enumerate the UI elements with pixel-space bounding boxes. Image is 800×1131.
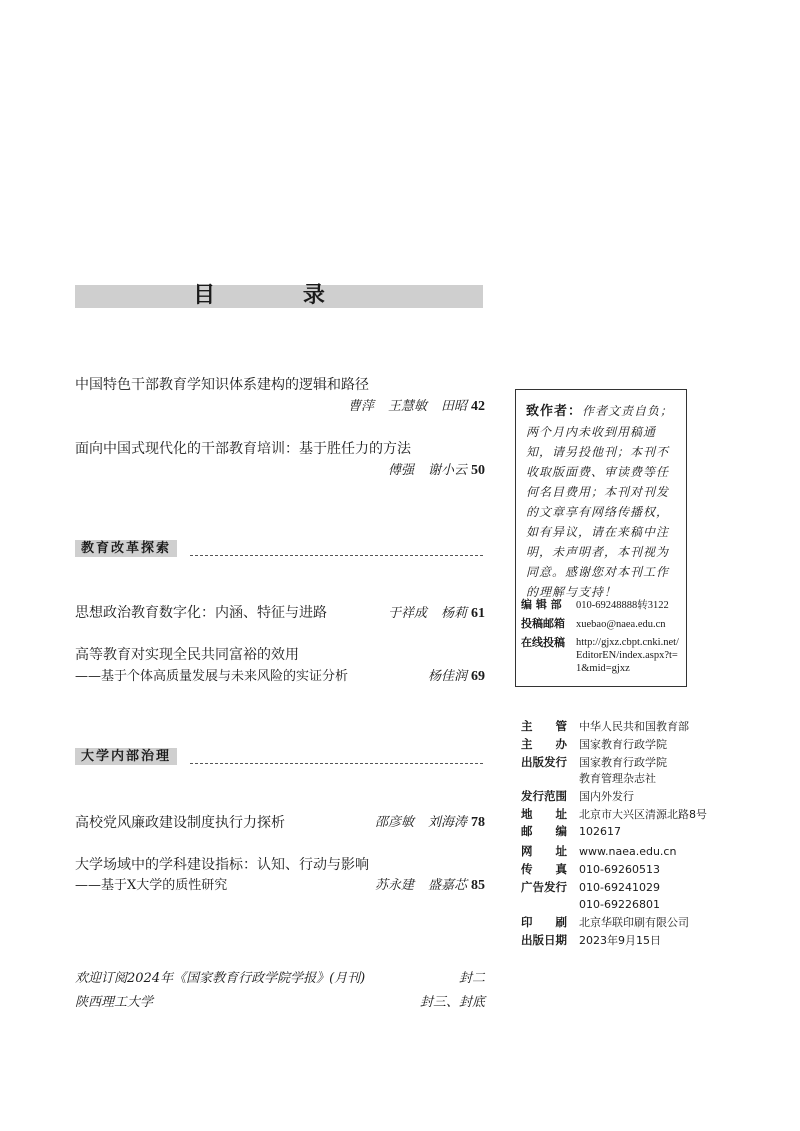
notice-heading: 致作者： [526, 404, 583, 419]
info-key: 网 址 [521, 844, 567, 858]
info-row [521, 736, 667, 753]
section-divider [190, 763, 483, 764]
notice-row-online [521, 636, 679, 675]
article-subtitle: ——基于个体高质量发展与未来风险的实证分析 [75, 669, 349, 684]
article-title[interactable]: 高等教育对实现全民共同富裕的效用 [75, 647, 299, 663]
page-number[interactable]: 78 [471, 815, 485, 830]
author: 刘海涛 [427, 815, 467, 830]
info-key: 印 刷 [521, 915, 567, 929]
info-value: 中华人民共和国教育部 [579, 720, 689, 733]
notice-key: 在线投稿 [521, 636, 565, 649]
notice-body: 作者文责自负；两个月内未收到用稿通知，请另投他刊；本刊不收取版面费、审读费等任何名目费用；本刊对刊发的文章享有网络传播权，如有异议，请在来稿中注明，未声明者，本刊视为同意。感谢您对本刊工作的理解与支持！ [526, 404, 674, 599]
info-value: 010-69226801 [579, 898, 660, 911]
info-row [521, 914, 689, 931]
info-value: 北京市大兴区清源北路8号 [579, 808, 707, 821]
author: 杨莉 [440, 606, 467, 621]
author: 盛嘉芯 [427, 878, 467, 893]
article-title[interactable]: 面向中国式现代化的干部教育培训：基于胜任力的方法 [75, 441, 411, 457]
info-value: 国家教育行政学院 [579, 738, 667, 751]
author: 曹萍 [347, 399, 374, 414]
author: 王慧敏 [387, 399, 427, 414]
bottom-line-page: 封二 [458, 971, 485, 986]
page-number[interactable]: 69 [471, 669, 485, 684]
info-value: 国内外发行 [579, 790, 634, 803]
website-link[interactable]: www.naea.edu.cn [579, 845, 677, 858]
info-row [521, 754, 667, 771]
info-key: 传 真 [521, 862, 567, 876]
article-authors [361, 877, 485, 895]
author: 谢小云 [427, 463, 467, 478]
bottom-line-text: 欢迎订阅2024年《国家教育行政学院学报》(月刊) [75, 971, 366, 986]
author: 邵彦敏 [374, 815, 414, 830]
info-row [521, 788, 634, 805]
bottom-line-text: 陕西理工大学 [75, 995, 154, 1010]
author: 傅强 [387, 463, 414, 478]
info-row [521, 823, 621, 840]
info-row [521, 770, 656, 787]
notice-row-editorial [521, 598, 669, 613]
info-value: 2023年9月15日 [579, 934, 661, 947]
section-header: 教育改革探索 [75, 540, 177, 557]
info-key: 主 办 [521, 737, 567, 751]
page-number[interactable]: 42 [471, 399, 485, 414]
section-divider [190, 555, 483, 556]
bottom-line-page: 封三、封底 [419, 995, 485, 1010]
article-title[interactable]: 高校党风廉政建设制度执行力探析 [75, 815, 285, 831]
info-key: 发行范围 [521, 789, 567, 803]
bottom-line [75, 970, 485, 988]
notice-row-email [521, 617, 666, 632]
bottom-line [75, 994, 485, 1012]
info-key: 出版发行 [521, 755, 567, 769]
notice-key: 投稿邮箱 [521, 617, 565, 630]
article-authors [374, 605, 485, 623]
info-key: 广告发行 [521, 880, 567, 894]
notice-key: 编 辑 部 [521, 598, 562, 611]
notice-text [526, 401, 678, 602]
info-value: 010-69241029 [579, 881, 660, 894]
page-number[interactable]: 50 [471, 463, 485, 478]
submission-link[interactable]: http://gjxz.cbpt.cnki.net/ EditorEN/index.aspx?t= 1&mid=gjxz [576, 637, 679, 674]
article-title[interactable]: 中国特色干部教育学知识体系建构的逻辑和路径 [75, 377, 369, 393]
info-row [521, 718, 689, 735]
article-subtitle: ——基于X大学的质性研究 [75, 878, 228, 893]
info-key: 出版日期 [521, 933, 567, 947]
page-number[interactable]: 61 [471, 606, 485, 621]
info-value: 102617 [579, 825, 621, 838]
section-header: 大学内部治理 [75, 748, 177, 765]
info-value: 教育管理杂志社 [579, 772, 656, 785]
article-title[interactable]: 大学场域中的学科建设指标：认知、行动与影响 [75, 857, 369, 873]
info-row [521, 879, 660, 896]
article-authors [414, 668, 485, 686]
info-row [521, 861, 660, 878]
info-row [521, 843, 676, 860]
info-key: 主 管 [521, 719, 567, 733]
toc-title: 目 录 [193, 283, 365, 308]
author: 苏永建 [374, 878, 414, 893]
submission-email[interactable]: xuebao@naea.edu.cn [576, 619, 666, 630]
info-row [521, 932, 661, 949]
info-row [521, 896, 660, 913]
info-value: 北京华联印刷有限公司 [579, 916, 689, 929]
info-row [521, 806, 707, 823]
author: 杨佳润 [427, 669, 467, 684]
page-number[interactable]: 85 [471, 878, 485, 893]
article-authors [374, 462, 485, 480]
article-authors [334, 398, 485, 416]
author: 于祥成 [387, 606, 427, 621]
author: 田昭 [440, 399, 467, 414]
info-key: 地 址 [521, 807, 567, 821]
notice-value: 010-69248888转3122 [576, 600, 669, 611]
info-value: 国家教育行政学院 [579, 756, 667, 769]
article-authors [361, 814, 485, 832]
article-title[interactable]: 思想政治教育数字化：内涵、特征与进路 [75, 605, 327, 621]
info-value: 010-69260513 [579, 863, 660, 876]
info-key: 邮 编 [521, 824, 567, 838]
